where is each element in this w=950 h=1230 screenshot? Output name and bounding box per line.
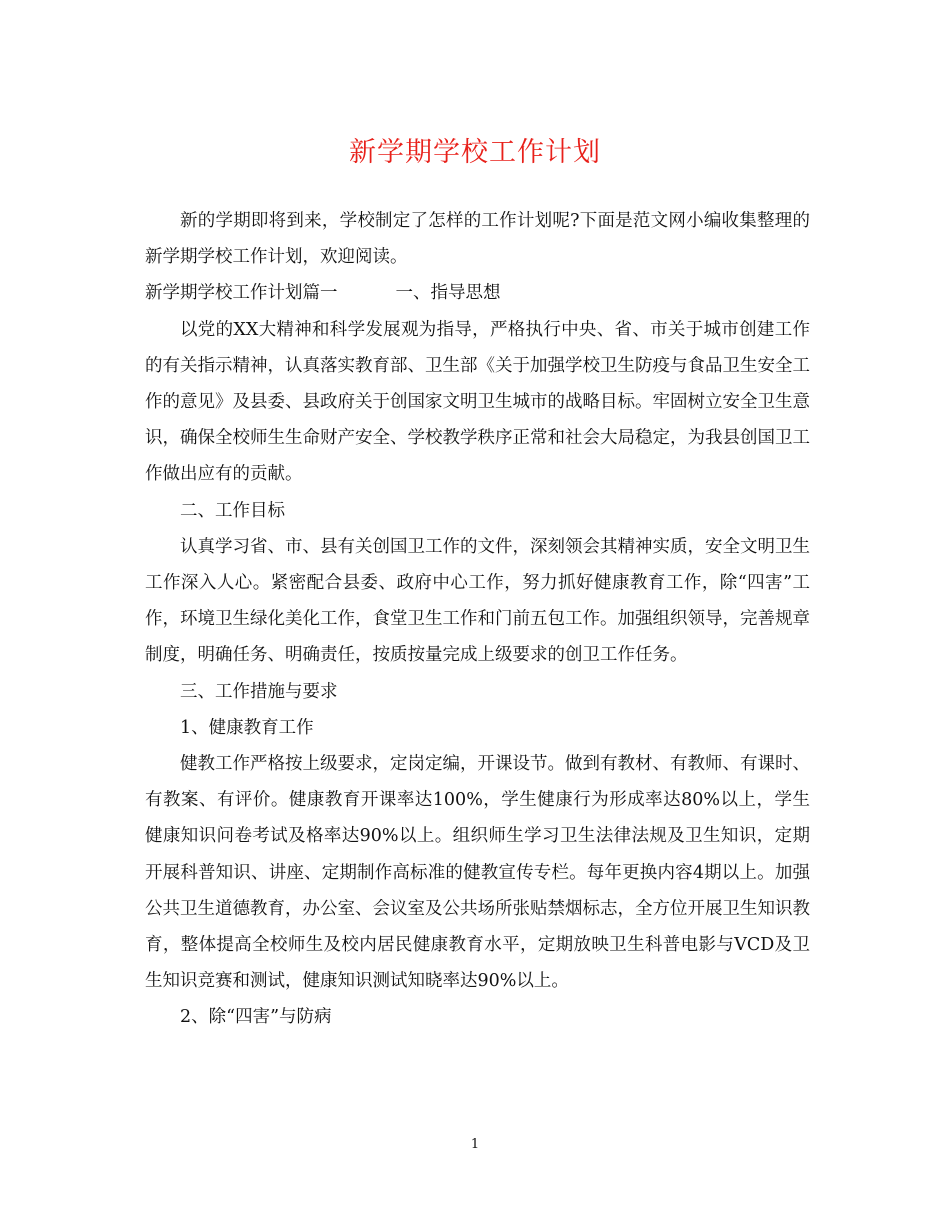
guiding-paragraph: 以党的XX大精神和科学发展观为指导，严格执行中央、省、市关于城市创建工作的有关指示精神，认真落实教育部、卫生部《关于加强学校卫生防疫与食品卫生安全工作的意见》及县委、县政府关于创国家文明卫生城市的战略目标。牢固树立安全卫生意识，确保全校师生生命财产安全、学校教学秩序正常和社会大局稳定，为我县创国卫工作做出应有的贡献。 <box>145 319 810 485</box>
heading-pests: 2、除“四害”与防病 <box>180 1007 332 1028</box>
heading-guiding: 一、指导思想 <box>395 283 501 304</box>
heading-health-education: 1、健康教育工作 <box>180 717 314 738</box>
goals-paragraph: 认真学习省、市、县有关创国卫工作的文件，深刻领会其精神实质，安全文明卫生工作深入人心。紧密配合县委、政府中心工作，努力抓好健康教育工作，除“四害”工作，环境卫生绿化美化工作，食堂卫生工作和门前五包工作。加强组织领导，完善规章制度，明确任务、明确责任，按质按量完成上级要求的创卫工作任务。 <box>145 536 810 666</box>
health-education-paragraph: 健教工作严格按上级要求，定岗定编，开课设节。做到有教材、有教师、有课时、有教案、有评价。健康教育开课率达100%，学生健康行为形成率达80%以上，学生健康知识问卷考试及格率达90%以上。组织师生学习卫生法律法规及卫生知识，定期开展科普知识、讲座、定期制作高标准的健教宣传专栏。每年更换内容4期以上。加强公共卫生道德教育，办公室、会议室及公共场所张贴禁烟标志，全方位开展卫生知识教育，整体提高全校师生及校内居民健康教育水平，定期放映卫生科普电影与VCD及卫生知识竞赛和测试，健康知识测试知晓率达90%以上。 <box>145 754 810 992</box>
document-title: 新学期学校工作计划 <box>349 137 601 168</box>
section-title: 新学期学校工作计划篇一 <box>145 283 338 304</box>
heading-goals: 二、工作目标 <box>180 500 285 521</box>
section-line <box>145 275 810 311</box>
document-body <box>145 203 810 1036</box>
heading-measures: 三、工作措施与要求 <box>180 681 338 702</box>
intro-paragraph: 新的学期即将到来，学校制定了怎样的工作计划呢?下面是范文网小编收集整理的新学期学校工作计划，欢迎阅读。 <box>145 211 810 268</box>
page-number: 1 <box>470 1137 480 1152</box>
